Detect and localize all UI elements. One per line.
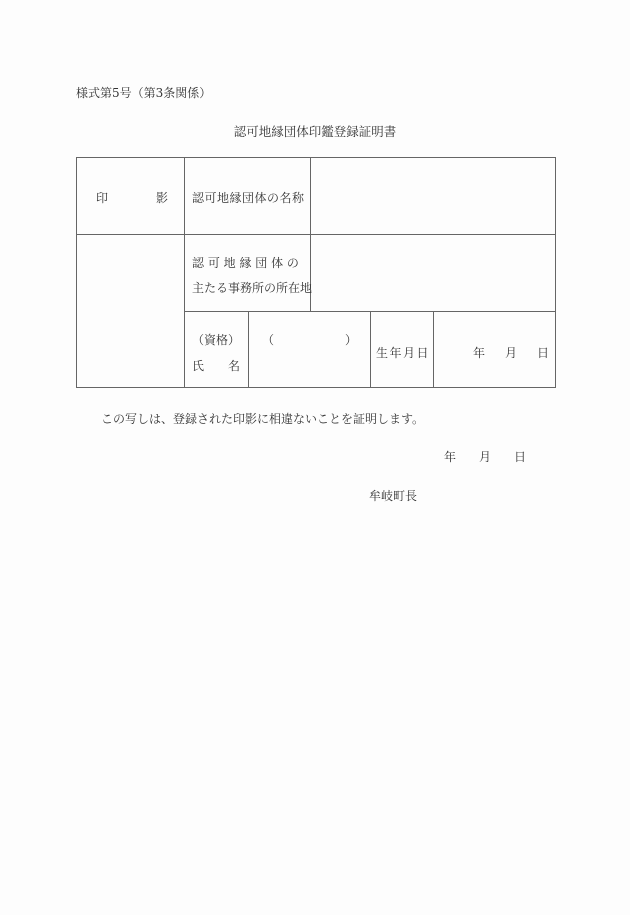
issue-year-label: 年 [444, 450, 457, 464]
col-divider-birth-label [433, 311, 434, 387]
birth-day-label: 日 [536, 346, 549, 360]
document-title: 認可地縁団体印鑑登録証明書 [233, 124, 397, 139]
qualification-label-2: 格） [216, 333, 241, 347]
seal-label-2: 影 [155, 191, 168, 205]
paren-open: （ [262, 333, 275, 347]
org-name-field[interactable] [313, 160, 553, 232]
certification-statement: この写しは、登録された印影に相違ないことを証明します。 [101, 412, 425, 426]
issuer-title: 牟岐町長 [369, 489, 418, 503]
paren-close: ） [344, 333, 357, 347]
birthdate-label: 生年月日 [376, 346, 431, 360]
qualification-label [192, 331, 240, 348]
name-label-1: 氏 [192, 359, 205, 373]
qualification-label-1: （資 [192, 333, 217, 347]
name-label-2: 名 [227, 359, 240, 373]
birth-month-label: 月 [504, 346, 517, 360]
office-label-line2: 主たる事務所の所在地 [192, 281, 313, 295]
issue-date [444, 448, 526, 465]
office-address-field[interactable] [313, 237, 553, 309]
birthdate-field[interactable] [473, 344, 549, 361]
org-name-label: 認可地縁団体の名称 [192, 191, 305, 205]
qualification-field[interactable] [262, 331, 357, 348]
office-label-line1: 認 可 地 縁 団 体 の [192, 256, 299, 270]
col-divider-name-value [370, 311, 371, 387]
certificate-table [76, 157, 556, 388]
row-divider-1 [77, 234, 555, 235]
form-number: 様式第5号（第3条関係） [76, 86, 212, 100]
issue-day-label: 日 [513, 450, 526, 464]
birth-year-label: 年 [473, 346, 486, 360]
seal-label-1: 印 [96, 191, 109, 205]
col-divider-seal [184, 158, 185, 387]
name-field[interactable] [252, 353, 367, 383]
name-label [192, 357, 240, 374]
col-divider-name-label [248, 311, 249, 387]
issue-month-label: 月 [478, 450, 491, 464]
seal-label [96, 189, 168, 206]
